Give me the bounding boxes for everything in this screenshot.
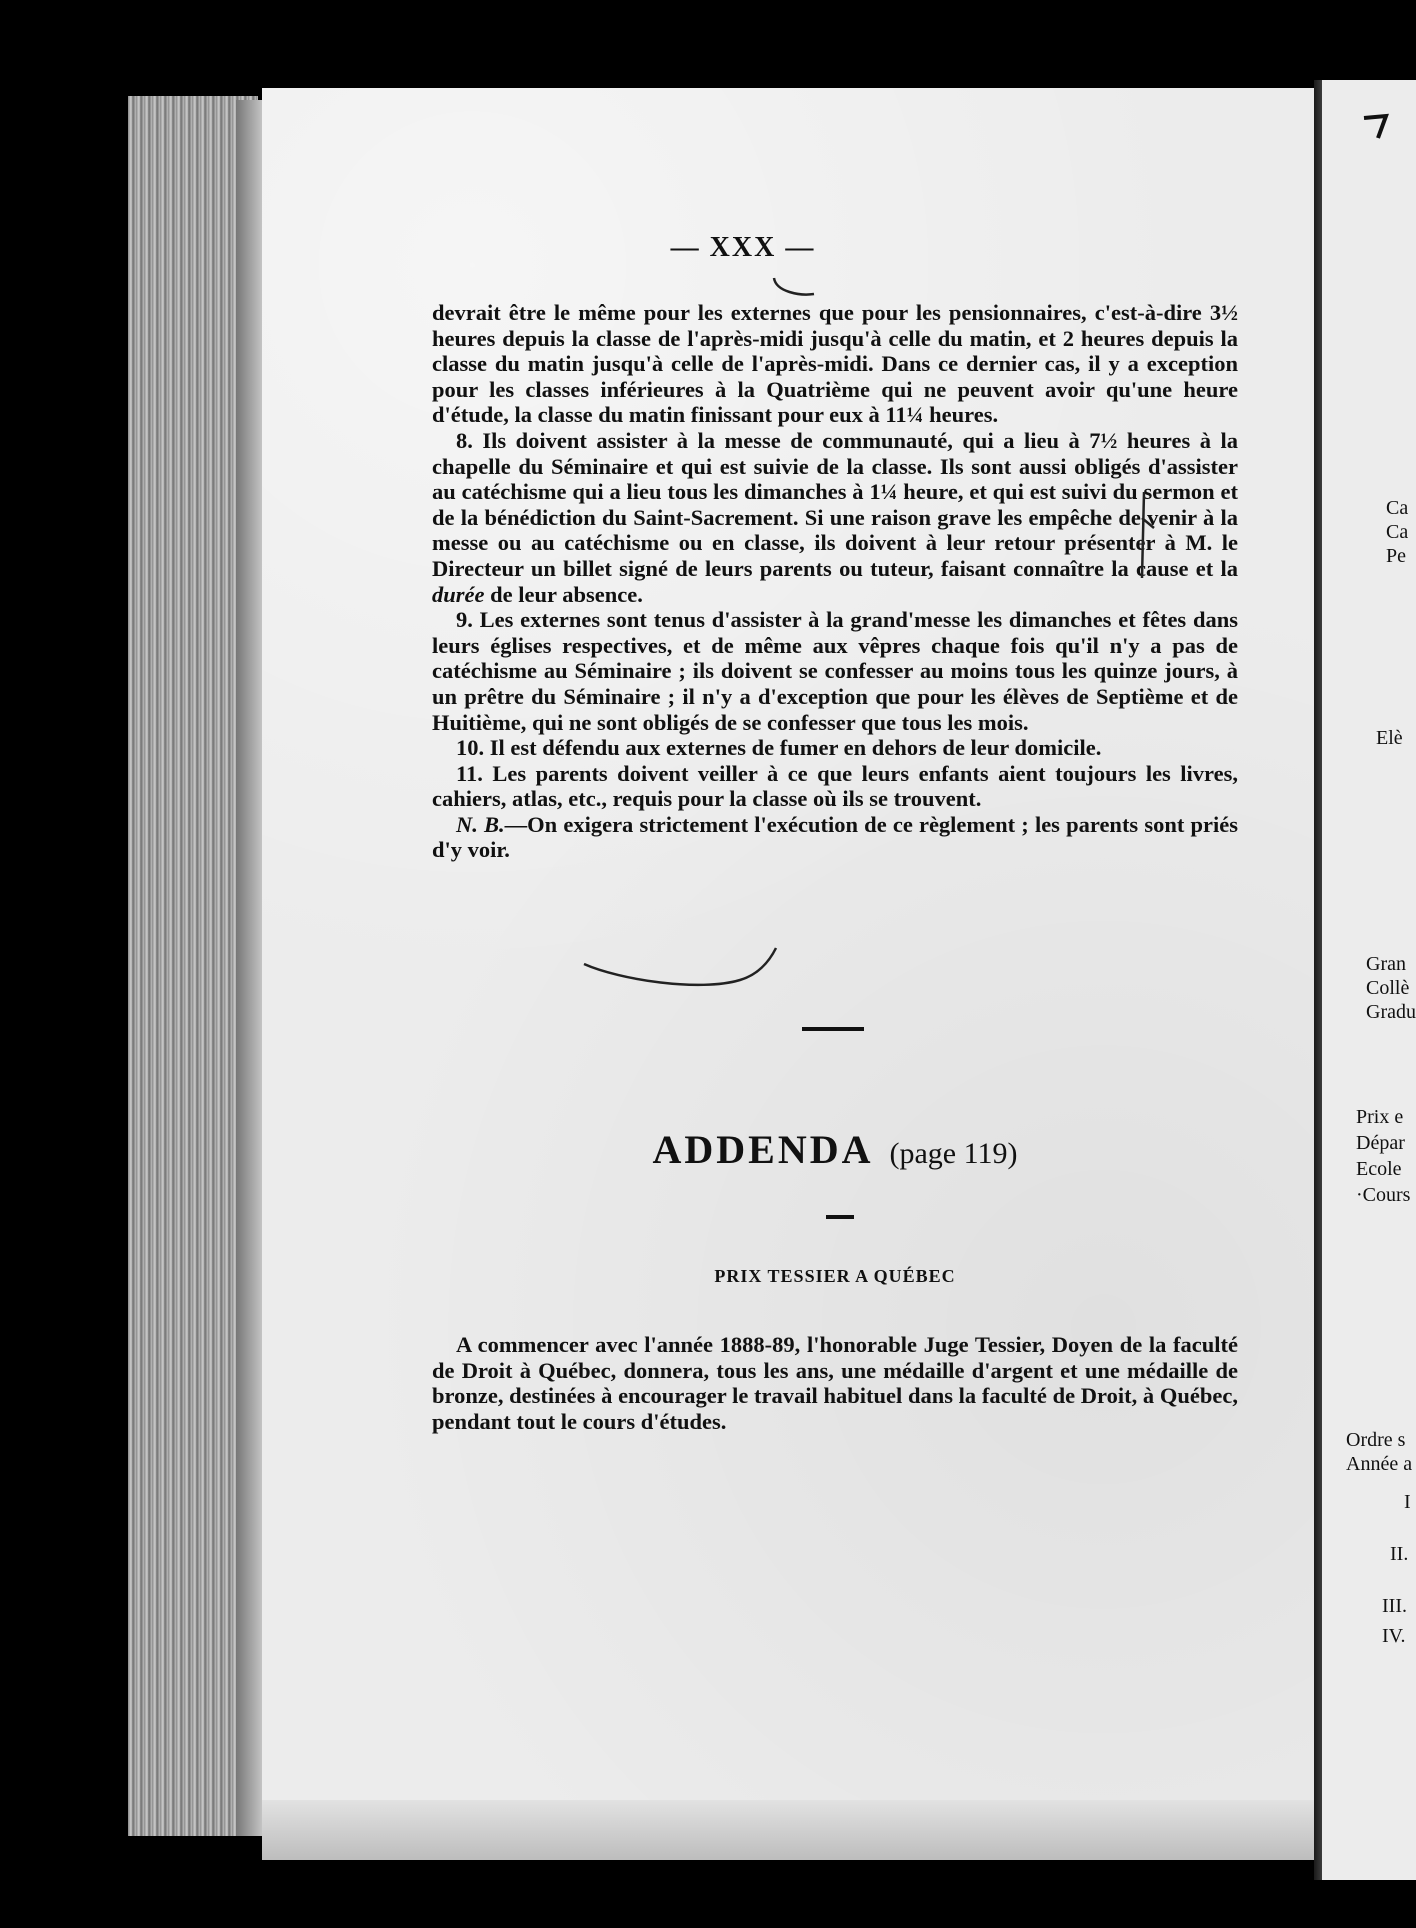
fragment-line: Gradu	[1366, 1001, 1416, 1023]
paragraph-continuation: devrait être le même pour les externes que pour les pensionnaires, c'est-à-dire 3½ heures depuis la classe de l'après-midi jusqu'à celle du matin, et 2 heures depuis la classe du matin jusqu'à celle de l'après-midi. Dans ce dernier cas, il y a exception pour les classes inférieures à la Quatrième qui ne peuvent avoir qu'une heure d'étude, la classe du matin finissant pour eux à 11¼ heures.	[432, 300, 1238, 428]
addenda-heading	[432, 1126, 1238, 1173]
prix-tessier-heading: PRIX TESSIER A QUÉBEC	[714, 1266, 956, 1286]
nota-bene	[432, 812, 1238, 863]
paragraph-9: 9. Les externes sont tenus d'assister à la grand'messe les dimanches et fêtes dans leurs églises respectives, et de même aux vêpres chaque fois qu'il n'y a pas de catéchisme au Séminaire ; ils doivent se confesser au moins tous les quinze jours, à un prêtre du Séminaire ; il n'y a d'exception que pour les élèves de Septième et de Huitième, qui ne sont obligés de se confesser que tous les mois.	[432, 607, 1238, 735]
fragment-line: Dépar	[1356, 1132, 1405, 1154]
fragment-line: Gran	[1366, 953, 1406, 975]
fragment-line: Pe	[1386, 545, 1406, 567]
right-page-numeral-3: III.	[1382, 1595, 1407, 1617]
nota-bene-text: —On exigera strictement l'exécution de ce règlement ; les parents sont priés d'y voir.	[432, 811, 1238, 863]
nota-bene-label: N. B.	[456, 811, 505, 837]
prix-tessier-paragraph: A commencer avec l'année 1888-89, l'honorable Juge Tessier, Doyen de la faculté de Droit à Québec, donnera, tous les ans, une médaille d'argent et une médaille de bronze, destinées à encourager le travail habituel dans la faculté de Droit, à Québec, pendant tout le cours d'études.	[432, 1332, 1238, 1434]
addenda-title: ADDENDA	[652, 1127, 874, 1172]
addenda-divider-rule	[826, 1215, 854, 1219]
section-divider-rule	[802, 1027, 864, 1031]
fragment-line: Année a	[1346, 1453, 1413, 1475]
paragraph-8-tail: de leur absence.	[490, 581, 643, 607]
regulation-text	[432, 300, 1238, 863]
page-folio: — XXX —	[670, 232, 816, 263]
right-page-fragment-group-1	[1386, 496, 1408, 568]
fragment-line: Ecole	[1356, 1158, 1402, 1180]
right-page-numeral-1: I	[1404, 1491, 1411, 1513]
fragment-line: Ordre s	[1346, 1429, 1406, 1451]
paragraph-11: 11. Les parents doivent veiller à ce que leurs enfants aient toujours les livres, cahiers, atlas, etc., requis pour la classe où ils se trouvent.	[432, 760, 1238, 812]
page-bottom-shade	[262, 1800, 1314, 1860]
paragraph-8	[432, 428, 1238, 607]
right-page-fragment-group-2	[1376, 726, 1403, 750]
fragment-line: Ca	[1386, 521, 1409, 543]
prix-tessier-text	[432, 1332, 1238, 1434]
paragraph-8-italic: durée	[432, 581, 485, 607]
right-page-numeral-2: II.	[1390, 1543, 1409, 1565]
right-page-numeral-4: IV.	[1382, 1625, 1406, 1647]
paragraph-10: 10. Il est défendu aux externes de fumer en dehors de leur domicile.	[456, 735, 1102, 761]
paragraph-8-text: 8. Ils doivent assister à la messe de communauté, qui a lieu à 7½ heures à la chapelle du Séminaire et qui est suivie de la classe. Ils sont aussi obligés d'assister au catéchisme qui a lieu tous les dimanches à 1¼ heure, et qui est suivi du sermon et de la bénédiction du Saint-Sacrement. Si une raison grave les empêche de venir à la messe ou au catéchisme ou en classe, ils doivent à leur retour présenter à M. le Directeur un billet signé de leurs parents ou tuteur, faisant connaître la cause et la	[432, 427, 1238, 581]
fragment-line: Elè	[1376, 727, 1403, 749]
right-page-fragment-group-5	[1346, 1428, 1412, 1476]
right-page-fragment-group-4	[1356, 1104, 1410, 1208]
fragment-line: Prix e	[1356, 1106, 1404, 1128]
fragment-line: Collè	[1366, 977, 1410, 999]
fragment-line: Ca	[1386, 497, 1409, 519]
addenda-page-ref: (page 119)	[889, 1137, 1018, 1170]
right-page-fragment-group-3	[1366, 952, 1416, 1024]
fragment-line: ·Cours	[1356, 1184, 1411, 1206]
